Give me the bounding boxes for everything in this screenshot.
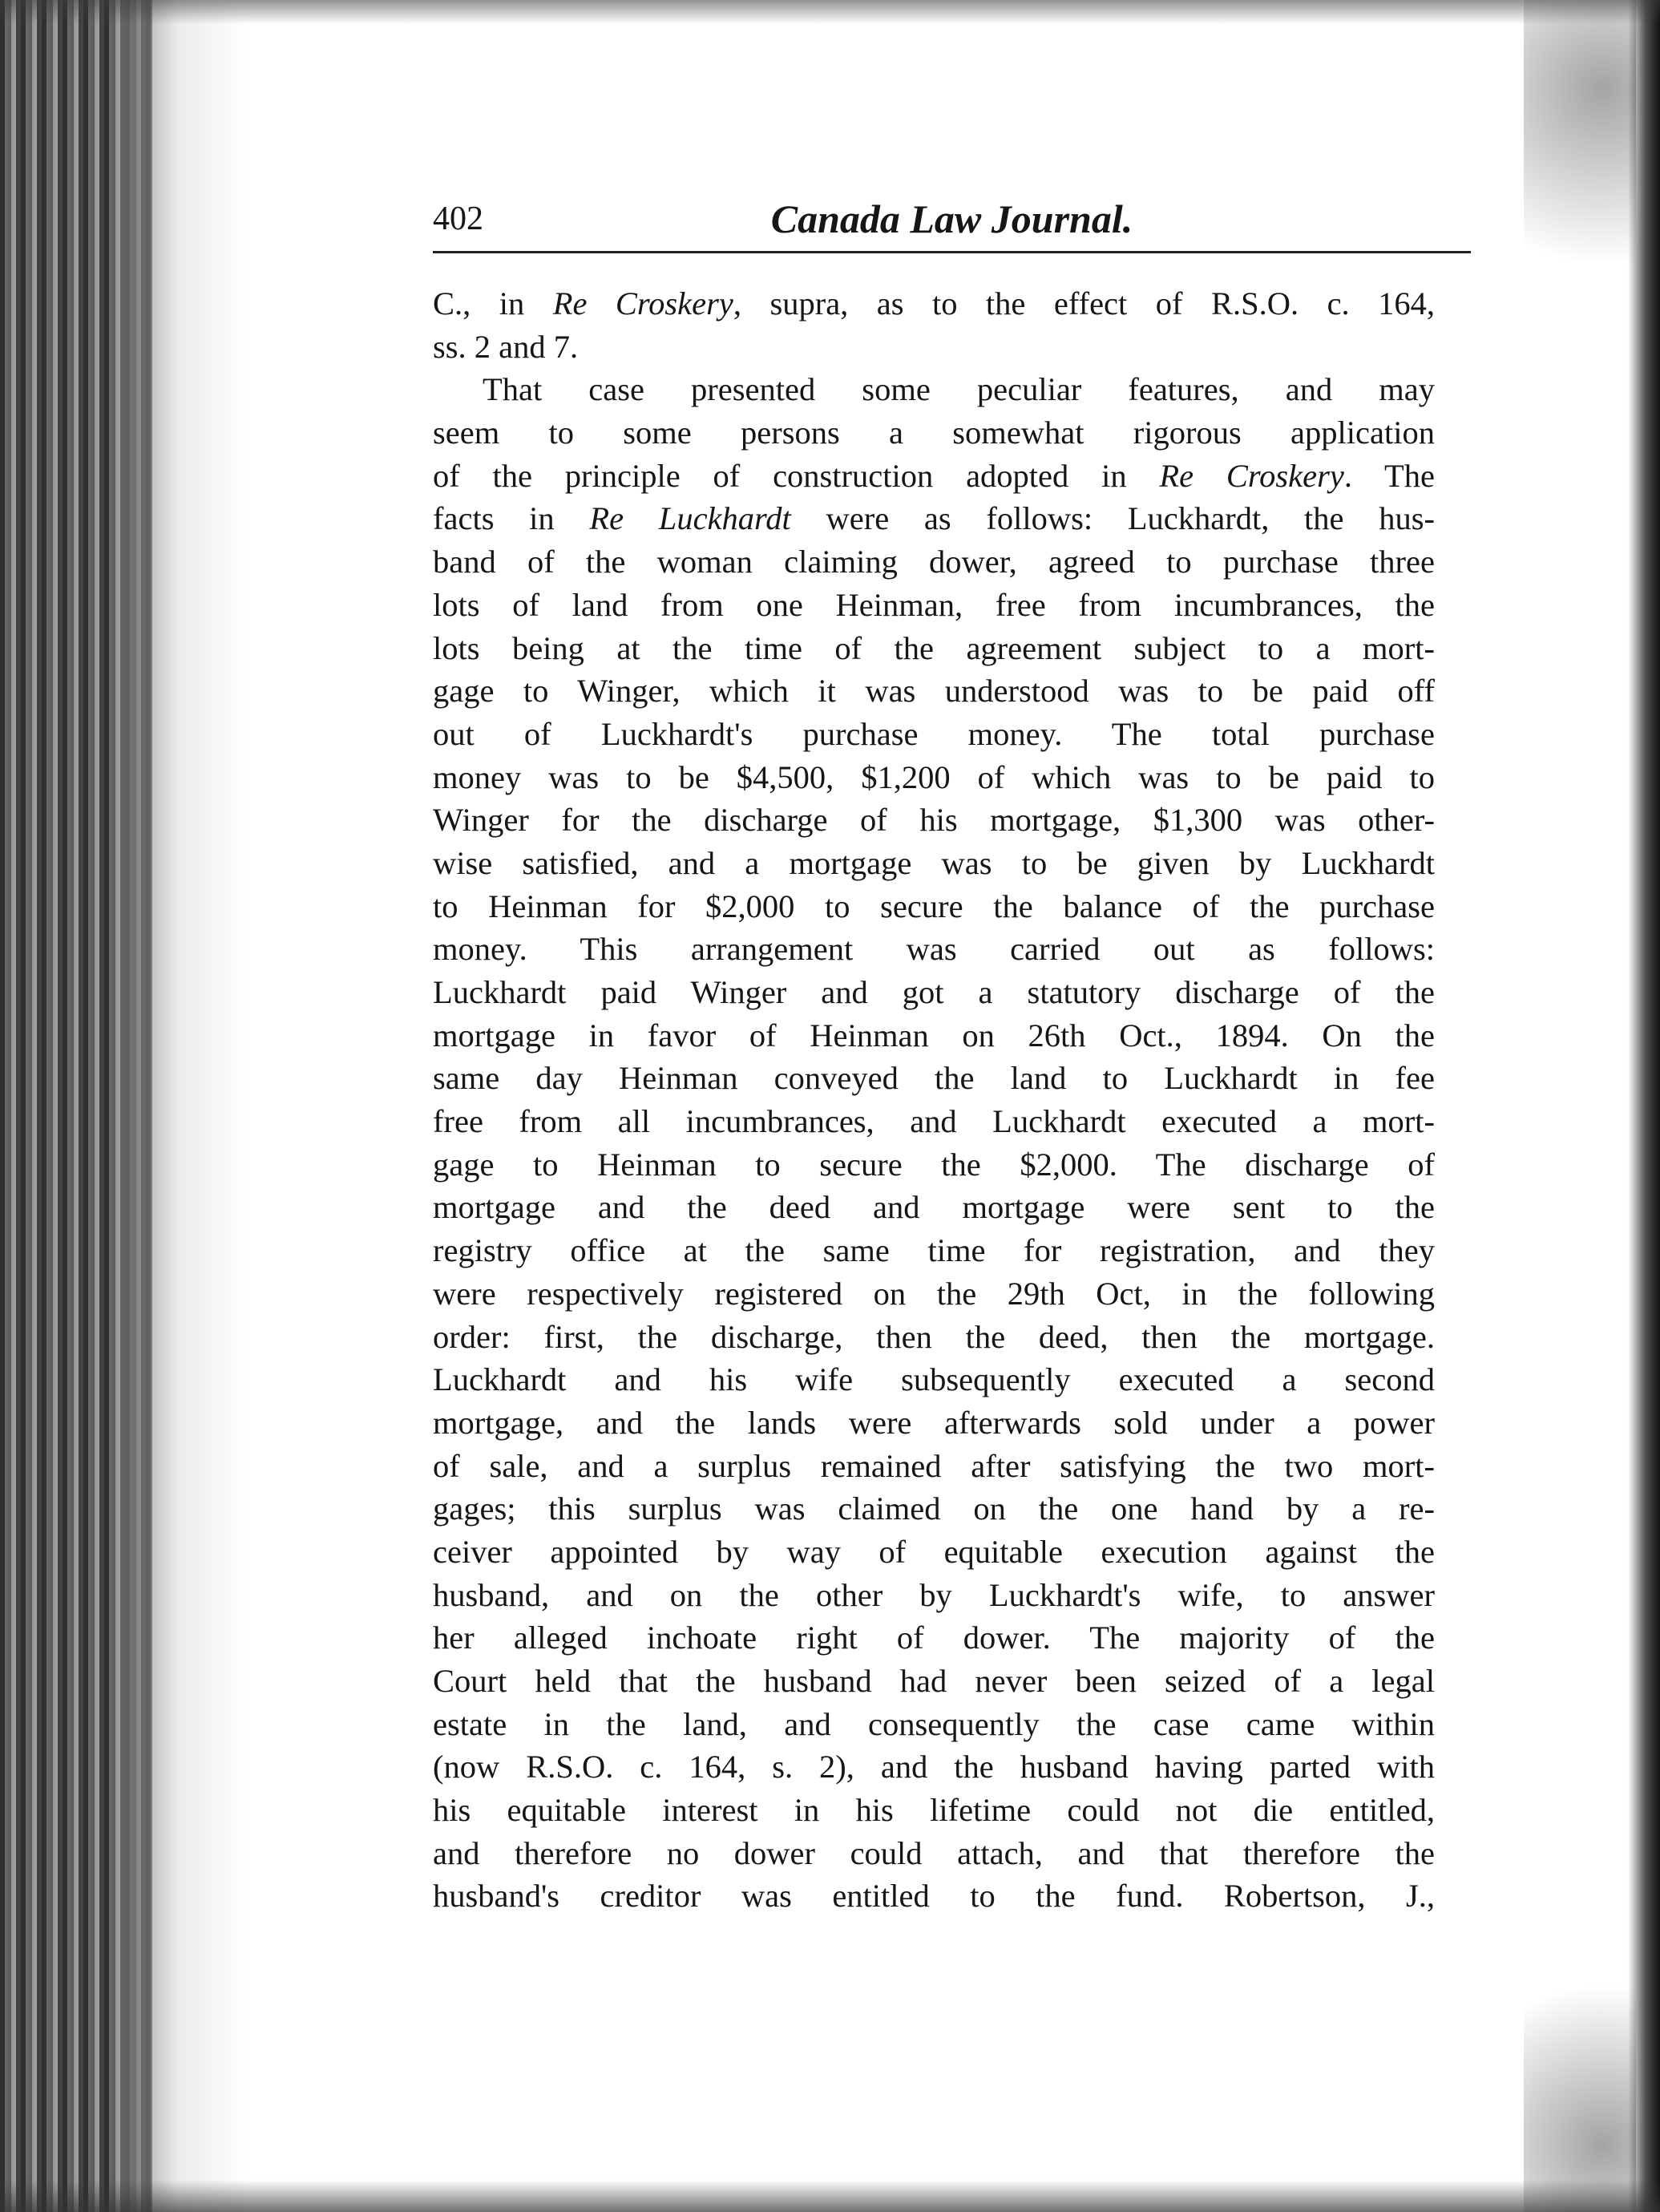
scan-edge-shadow <box>120 0 248 2212</box>
text-line: mortgage and the deed and mortgage were sent to the <box>433 1189 1435 1226</box>
text-line: husband's creditor was entitled to the fund. Robertson, J., <box>433 1878 1435 1915</box>
text-line: money was to be $4,500, $1,200 of which was to be paid to <box>433 758 1435 795</box>
running-title: Canada Law Journal. <box>770 196 1133 241</box>
text-line: of the principle of construction adopted in Re Croskery. The <box>433 457 1435 494</box>
text-line: Luckhardt paid Winger and got a statutory discharge of the <box>433 974 1435 1010</box>
text-line: were respectively registered on the 29th Oct, in the following <box>433 1275 1435 1312</box>
text-line: mortgage in favor of Heinman on 26th Oct., 1894. On the <box>433 1017 1435 1053</box>
text-line: gage to Winger, which it was understood was to be paid off <box>433 673 1435 710</box>
text-line: free from all incumbrances, and Luckhardt executed a mort- <box>433 1103 1435 1140</box>
text-line: order: first, the discharge, then the deed, then the mortgage. <box>433 1318 1435 1355</box>
text-line: ss. 2 and 7. <box>433 328 579 365</box>
text-line: same day Heinman conveyed the land to Luckhardt in fee <box>433 1060 1435 1097</box>
text-line: facts in Re Luckhardt were as follows: Luckhardt, the hus- <box>433 500 1435 537</box>
header-rule <box>433 251 1471 253</box>
text-line: estate in the land, and consequently the case came within <box>433 1705 1435 1742</box>
text-line: seem to some persons a somewhat rigorous application <box>433 414 1435 451</box>
text-line: to Heinman for $2,000 to secure the balance of the purchase <box>433 888 1435 924</box>
body-text <box>433 282 1435 1918</box>
text-line: gages; this surplus was claimed on the one hand by a re- <box>433 1490 1435 1527</box>
text-line: registry office at the same time for registration, and they <box>433 1232 1435 1269</box>
scan-edge-bottom <box>0 2180 1660 2212</box>
text-line: her alleged inchoate right of dower. The majority of the <box>433 1620 1435 1656</box>
page-number: 402 <box>433 200 483 237</box>
text-line: of sale, and a surplus remained after satisfying the two mort- <box>433 1447 1435 1484</box>
text-line: Luckhardt and his wife subsequently executed a second <box>433 1361 1435 1398</box>
text-line: lots being at the time of the agreement subject to a mort- <box>433 629 1435 666</box>
text-line: gage to Heinman to secure the $2,000. The discharge of <box>433 1146 1435 1183</box>
scan-edge-right <box>1628 0 1660 2212</box>
text-line: Court held that the husband had never been seized of a legal <box>433 1663 1435 1699</box>
text-line: husband, and on the other by Luckhardt's wife, to answer <box>433 1576 1435 1613</box>
text-line: (now R.S.O. c. 164, s. 2), and the husband having parted with <box>433 1749 1435 1785</box>
text-line: lots of land from one Heinman, free from incumbrances, the <box>433 586 1435 623</box>
text-line: out of Luckhardt's purchase money. The total purchase <box>433 715 1435 752</box>
scan-edge-top <box>0 0 1660 24</box>
text-line: his equitable interest in his lifetime could not die entitled, <box>433 1792 1435 1829</box>
text-line: wise satisfied, and a mortgage was to be given by Luckhardt <box>433 844 1435 881</box>
scan-corner-marks <box>1524 0 1636 2212</box>
text-line: ceiver appointed by way of equitable execution against the <box>433 1533 1435 1570</box>
page-header <box>433 191 1471 247</box>
text-line: money. This arrangement was carried out as follows: <box>433 931 1435 968</box>
text-line: That case presented some peculiar features, and may <box>483 371 1435 408</box>
text-line: Winger for the discharge of his mortgage, $1,300 was other- <box>433 802 1435 839</box>
text-line: mortgage, and the lands were afterwards sold under a power <box>433 1404 1435 1441</box>
text-line: band of the woman claiming dower, agreed to purchase three <box>433 544 1435 580</box>
text-line: C., in Re Croskery, supra, as to the effect of R.S.O. c. 164, <box>433 285 1435 321</box>
text-line: and therefore no dower could attach, and that therefore the <box>433 1834 1435 1871</box>
